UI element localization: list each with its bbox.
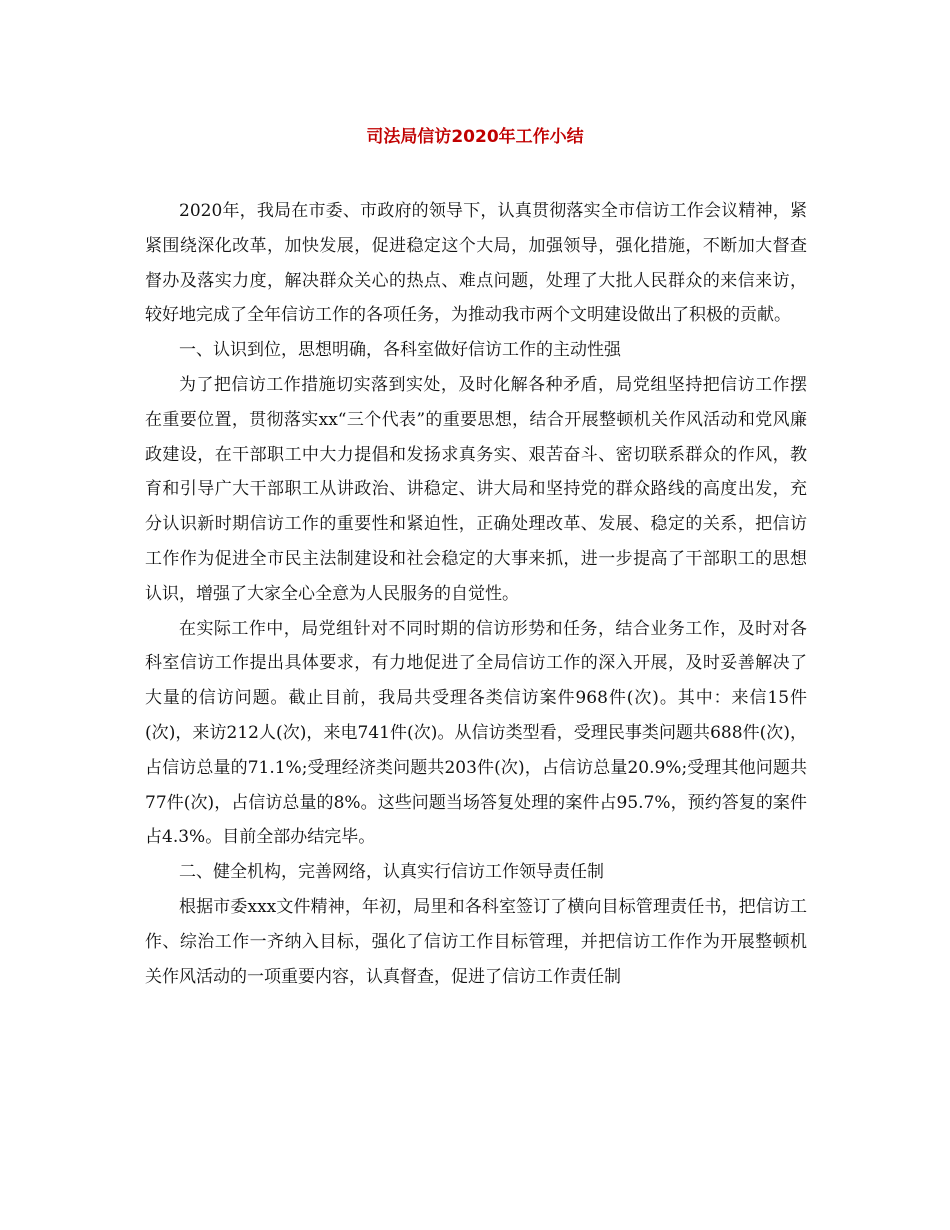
paragraph-section-2-a: 根据市委xxx文件精神，年初，局里和各科室签订了横向目标管理责任书，把信访工作、综治工作一齐纳入目标，强化了信访工作目标管理，并把信访工作作为开展整顿机关作风活动的一项重要内容，认真督查，促进了信访工作责任制 bbox=[145, 896, 807, 987]
paragraph-intro: 2020年，我局在市委、市政府的领导下，认真贯彻落实全市信访工作会议精神，紧紧围绕深化改革，加快发展，促进稳定这个大局，加强领导，强化措施，不断加大督查督办及落实力度，解决群众关心的热点、难点问题，处理了大批人民群众的来信来访，较好地完成了全年信访工作的各项任务，为推动我市两个文明建设做出了积极的贡献。 bbox=[145, 201, 807, 326]
document-body bbox=[145, 194, 807, 994]
paragraph-section-1-a: 为了把信访工作措施切实落到实处，及时化解各种矛盾，局党组坚持把信访工作摆在重要位置，贯彻落实xx“三个代表”的重要思想，结合开展整顿机关作风活动和党风廉政建设，在干部职工中大力提倡和发扬求真务实、艰苦奋斗、密切联系群众的作风，教育和引导广大干部职工从讲政治、讲稳定、讲大局和坚持党的群众路线的高度出发，充分认识新时期信访工作的重要性和紧迫性，正确处理改革、发展、稳定的关系，把信访工作作为促进全市民主法制建设和社会稳定的大事来抓，进一步提高了干部职工的思想认识，增强了大家全心全意为人民服务的自觉性。 bbox=[145, 374, 807, 604]
section-heading-1: 一、认识到位，思想明确，各科室做好信访工作的主动性强 bbox=[179, 340, 621, 361]
paragraph-section-1-b: 在实际工作中，局党组针对不同时期的信访形势和任务，结合业务工作，及时对各科室信访工作提出具体要求，有力地促进了全局信访工作的深入开展，及时妥善解决了大量的信访问题。截止目前，我局共受理各类信访案件968件(次)。其中：来信15件(次)，来访212人(次)，来电741件(次)。从信访类型看，受理民事类问题共688件(次)，占信访总量的71.1%;受理经济类问题共203件(次)，占信访总量20.9%;受理其他问题共77件(次)，占信访总量的8%。这些问题当场答复处理的案件占95.7%，预约答复的案件占4.3%。目前全部办结完毕。 bbox=[145, 618, 807, 848]
section-heading-2: 二、健全机构，完善网络，认真实行信访工作领导责任制 bbox=[179, 862, 604, 883]
document-title: 司法局信访2020年工作小结 bbox=[366, 127, 584, 147]
